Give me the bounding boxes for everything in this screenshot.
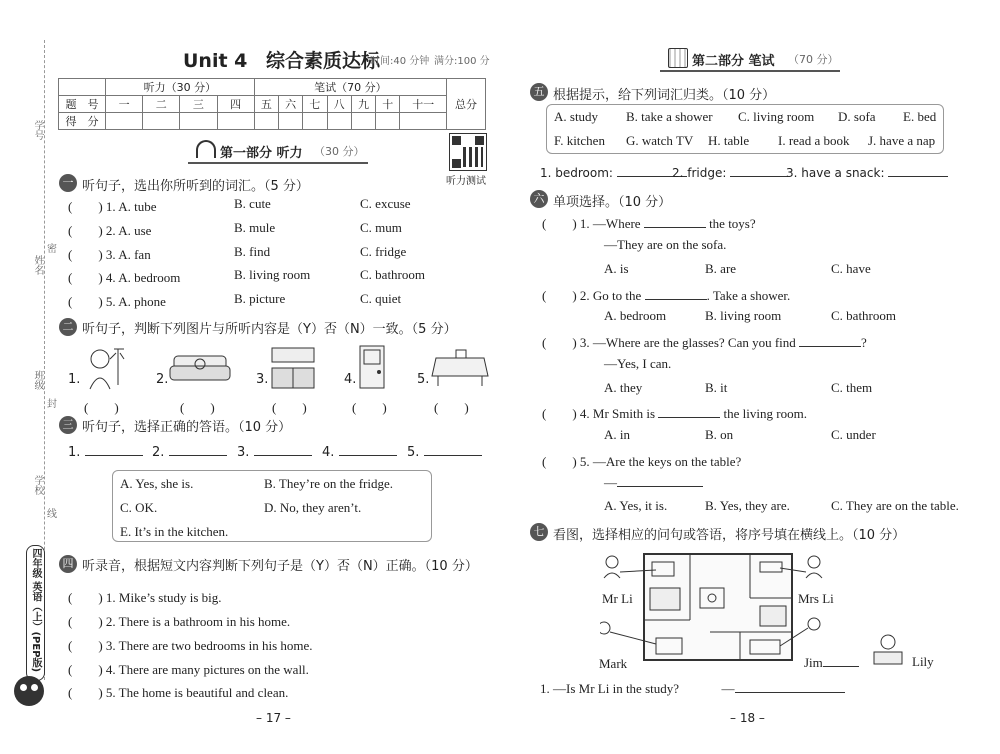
s4-row xyxy=(68,659,309,678)
s1-opt-b: B. picture xyxy=(234,291,286,306)
col-1: 一 xyxy=(106,96,143,113)
answer-bracket[interactable]: ( ) xyxy=(68,614,103,629)
score-cell[interactable] xyxy=(400,113,447,130)
part2-header: 第二部分 笔试 xyxy=(692,54,775,69)
s3-num: 2. xyxy=(152,445,165,460)
score-cell[interactable] xyxy=(278,113,302,130)
section1-badge: 一 xyxy=(59,174,77,192)
s1-row xyxy=(68,291,488,310)
name-jim xyxy=(804,655,859,671)
s3-num: 1. xyxy=(68,445,81,460)
s1-row xyxy=(68,220,488,239)
section1-title: 听句子，选出你所听到的词汇。（5 分） xyxy=(82,179,309,194)
part1-score: （30 分） xyxy=(314,145,365,158)
section3-title: 听句子，选择正确的答语。（10 分） xyxy=(82,420,292,435)
q-stem: 1. —Is Mr Li in the study? xyxy=(540,681,680,696)
s3-option-d: D. No, they aren’t. xyxy=(264,500,362,515)
category-label: 1. bedroom: xyxy=(540,166,613,180)
s5-word: C. living room xyxy=(738,109,815,124)
row-label-number: 题 号 xyxy=(59,96,106,113)
s5-word: H. table xyxy=(708,133,750,148)
s3-num: 4. xyxy=(322,445,335,460)
s4-row xyxy=(68,682,288,701)
s5-word: D. sofa xyxy=(838,109,876,124)
s5-word: F. kitchen xyxy=(554,133,605,148)
s6-q1-b: B. are xyxy=(705,261,737,276)
answer-line[interactable] xyxy=(730,176,788,177)
s3-blank-3 xyxy=(237,445,312,460)
answer-bracket[interactable]: ( ) xyxy=(68,247,103,262)
kitchen-picture xyxy=(268,346,318,390)
score-cell[interactable] xyxy=(106,113,143,130)
part1-banner xyxy=(188,140,368,164)
answer-line[interactable] xyxy=(735,692,845,693)
door-picture xyxy=(358,344,386,390)
s6-q3 xyxy=(542,332,867,351)
s4-statement: 4. There are many pictures on the wall. xyxy=(105,662,309,677)
score-cell[interactable] xyxy=(180,113,217,130)
s1-row xyxy=(68,267,488,286)
s4-statement: 5. The home is beautiful and clean. xyxy=(105,685,289,700)
pic-label-1: 1. xyxy=(68,372,81,387)
answer-line[interactable] xyxy=(644,227,706,228)
s1-opt-c: C. mum xyxy=(360,220,402,235)
s6-q4-a: A. in xyxy=(604,427,630,442)
pencil-icon xyxy=(668,48,688,68)
s6-q5-b: B. Yes, they are. xyxy=(705,498,790,513)
name-mr-li: Mr Li xyxy=(602,591,633,606)
score-cell[interactable] xyxy=(254,113,278,130)
s1-opt-b: B. find xyxy=(234,244,271,259)
s5-word: G. watch TV xyxy=(626,133,694,148)
s5-word: B. take a shower xyxy=(626,109,713,124)
q-tail: the toys? xyxy=(709,216,756,231)
s4-row xyxy=(68,635,313,654)
q-tail: ? xyxy=(861,335,867,350)
full-score: 满分:100 分 xyxy=(434,56,490,67)
s1-opt-a: A. use xyxy=(118,223,152,238)
answer-bracket[interactable]: ( ) xyxy=(68,270,103,285)
s1-num: 4. xyxy=(105,270,116,285)
pic-label-5: 5. xyxy=(417,372,430,387)
score-cell[interactable] xyxy=(351,113,375,130)
s5-category-2 xyxy=(672,166,788,180)
part2-banner xyxy=(660,46,840,72)
answer-bracket[interactable]: ( ) xyxy=(180,400,215,415)
s1-row xyxy=(68,244,488,263)
row-label-score: 得 分 xyxy=(59,113,106,130)
s3-option-c: C. OK. xyxy=(120,500,158,515)
s6-q3-a: A. they xyxy=(604,380,643,395)
s1-opt-c: C. bathroom xyxy=(360,267,425,282)
answer-line[interactable] xyxy=(169,455,227,456)
answer-line[interactable] xyxy=(823,666,859,667)
s1-opt-a: A. bedroom xyxy=(118,270,181,285)
answer-bracket[interactable]: ( ) xyxy=(68,590,103,605)
s6-q1-a: A. is xyxy=(604,261,629,276)
s1-opt-b: B. cute xyxy=(234,196,271,211)
book-label: 四年级 英语（上）(PEP版) xyxy=(26,545,45,681)
side-label-class: 班级 xyxy=(32,370,43,390)
section2-badge: 二 xyxy=(59,318,77,336)
answer-bracket[interactable]: ( ) xyxy=(434,400,469,415)
answer-bracket[interactable]: ( ) xyxy=(542,288,577,303)
s6-q2-b: B. living room xyxy=(705,308,782,323)
s5-category-1 xyxy=(540,166,687,180)
section4-badge: 四 xyxy=(59,555,77,573)
q-stem: 2. Go to the xyxy=(579,288,642,303)
col-10: 十 xyxy=(376,96,400,113)
s6-q5-reply xyxy=(604,475,703,491)
s3-option-a: A. Yes, she is. xyxy=(120,476,194,491)
s1-num: 2. xyxy=(105,223,116,238)
part1-header: 第一部分 听力 xyxy=(220,146,303,161)
score-cell[interactable] xyxy=(303,113,327,130)
answer-bracket[interactable]: ( ) xyxy=(68,638,103,653)
s1-opt-b: B. mule xyxy=(234,220,276,235)
headphone-icon xyxy=(196,140,216,158)
answer-line[interactable] xyxy=(339,455,397,456)
answer-bracket[interactable]: ( ) xyxy=(542,454,577,469)
qr-code-icon[interactable] xyxy=(449,133,487,171)
boy-shower-picture xyxy=(80,345,130,391)
s1-opt-b: B. living room xyxy=(234,267,311,282)
s1-opt-c: C. excuse xyxy=(360,196,411,211)
s3-blank-1 xyxy=(68,445,143,460)
s6-q2-a: A. bedroom xyxy=(604,308,667,323)
s1-opt-a: A. tube xyxy=(118,199,157,214)
q-stem: 5. —Are the keys on the table? xyxy=(579,454,742,469)
qr-caption: 听力测试 xyxy=(446,176,486,187)
pic-label-3: 3. xyxy=(256,372,269,387)
section7-badge: 七 xyxy=(530,523,548,541)
col-3: 三 xyxy=(180,96,217,113)
answer-line[interactable] xyxy=(85,455,143,456)
sofa-cat-picture xyxy=(168,350,232,386)
mascot-icon xyxy=(14,676,44,706)
name-lily: Lily xyxy=(912,654,934,669)
answer-line[interactable] xyxy=(617,486,703,487)
answer-bracket[interactable]: ( ) xyxy=(68,294,103,309)
answer-bracket[interactable]: ( ) xyxy=(542,335,577,350)
s6-q1 xyxy=(542,213,756,232)
s6-q4-c: C. under xyxy=(831,427,876,442)
answer-bracket[interactable]: ( ) xyxy=(352,400,387,415)
col-7: 七 xyxy=(303,96,327,113)
s4-statement: 2. There is a bathroom in his home. xyxy=(105,614,291,629)
section4-title: 听录音，根据短文内容判断下列句子是（Y）否（N）正确。（10 分） xyxy=(82,559,478,574)
score-cell[interactable] xyxy=(376,113,400,130)
answer-bracket[interactable]: ( ) xyxy=(84,400,119,415)
section3-badge: 三 xyxy=(59,416,77,434)
col-5: 五 xyxy=(254,96,278,113)
floor-plan-picture xyxy=(600,548,830,666)
s6-q2-c: C. bathroom xyxy=(831,308,896,323)
s4-statement: 1. Mike’s study is big. xyxy=(105,590,222,605)
s6-q4 xyxy=(542,403,807,422)
col-9: 九 xyxy=(351,96,375,113)
s1-opt-a: A. fan xyxy=(118,247,151,262)
s3-num: 3. xyxy=(237,445,250,460)
q-stem: 4. Mr Smith is xyxy=(579,406,656,421)
col-11: 十一 xyxy=(400,96,447,113)
s1-opt-c: C. quiet xyxy=(360,291,402,306)
q-stem: 3. —Where are the glasses? Can you find xyxy=(579,335,796,350)
s4-row xyxy=(68,587,222,606)
lily-picture xyxy=(870,632,906,668)
answer-line[interactable] xyxy=(645,299,707,300)
answer-bracket[interactable]: ( ) xyxy=(272,400,307,415)
answer-line[interactable] xyxy=(658,417,720,418)
answer-bracket[interactable]: ( ) xyxy=(542,216,577,231)
s1-num: 3. xyxy=(105,247,116,262)
seal-char-2: 封 xyxy=(47,399,57,410)
col-2: 二 xyxy=(143,96,180,113)
page-number-left: – 17 – xyxy=(256,711,291,725)
part2-score: （70 分） xyxy=(788,53,839,66)
s6-q3-b: B. it xyxy=(705,380,728,395)
s6-q5-c: C. They are on the table. xyxy=(831,498,959,513)
col-6: 六 xyxy=(278,96,302,113)
s4-statement: 3. There are two bedrooms in his home. xyxy=(105,638,313,653)
listening-header: 听力（30 分） xyxy=(106,79,255,96)
table-picture xyxy=(430,346,490,388)
s5-word: J. have a nap xyxy=(868,133,936,148)
s3-blank-4 xyxy=(322,445,397,460)
answer-line[interactable] xyxy=(254,455,312,456)
page-number-right: – 18 – xyxy=(730,711,765,725)
reply-dash: — xyxy=(721,681,735,696)
s3-blank-2 xyxy=(152,445,227,460)
s5-word: A. study xyxy=(554,109,599,124)
answer-line[interactable] xyxy=(424,455,482,456)
side-label-student-no: 学号 xyxy=(32,120,43,140)
score-cell[interactable] xyxy=(217,113,254,130)
col-8: 八 xyxy=(327,96,351,113)
s1-num: 1. xyxy=(105,199,116,214)
answer-line[interactable] xyxy=(799,346,861,347)
q-stem: 1. —Where xyxy=(579,216,641,231)
s6-q3-c: C. them xyxy=(831,380,873,395)
s5-word: E. bed xyxy=(903,109,937,124)
s1-opt-c: C. fridge xyxy=(360,244,407,259)
section7-title: 看图，选择相应的问句或答语，将序号填在横线上。（10 分） xyxy=(553,528,906,543)
unit-title xyxy=(183,46,380,73)
s7-q1 xyxy=(540,681,845,697)
name-mrs-li: Mrs Li xyxy=(798,591,834,606)
s5-word: I. read a book xyxy=(778,133,850,148)
total-header: 总分 xyxy=(447,79,486,130)
reply-dash: — xyxy=(604,475,617,490)
answer-bracket[interactable]: ( ) xyxy=(68,199,103,214)
q-tail: . Take a shower. xyxy=(706,288,791,303)
section6-badge: 六 xyxy=(530,190,548,208)
written-header: 笔试（70 分） xyxy=(254,79,446,96)
category-label: 2. fridge: xyxy=(672,166,727,180)
s3-option-b: B. They’re on the fridge. xyxy=(264,476,393,491)
section2-title: 听句子，判断下列图片与所听内容是（Y）否（N）一致。（5 分） xyxy=(82,322,457,337)
s1-opt-a: A. phone xyxy=(118,294,166,309)
s6-q1-reply: —They are on the sofa. xyxy=(604,237,727,252)
category-label: 3. have a snack: xyxy=(786,166,885,180)
s3-blank-5 xyxy=(407,445,482,460)
s6-q4-b: B. on xyxy=(705,427,734,442)
time-info: 时间:40 分钟 xyxy=(370,56,430,67)
score-cell[interactable] xyxy=(327,113,351,130)
s3-option-e: E. It’s in the kitchen. xyxy=(120,524,229,539)
score-table xyxy=(58,78,486,130)
unit-title-cn: 综合素质达标 xyxy=(266,50,381,72)
section5-badge: 五 xyxy=(530,83,548,101)
section6-title: 单项选择。（10 分） xyxy=(553,195,672,210)
answer-bracket[interactable]: ( ) xyxy=(68,223,103,238)
s6-q5 xyxy=(542,451,741,470)
seal-char-3: 线 xyxy=(47,509,57,520)
side-label-name: 姓名 xyxy=(32,255,43,275)
s1-num: 5. xyxy=(105,294,116,309)
s5-category-3 xyxy=(786,166,948,180)
section5-title: 根据提示，给下列词汇归类。（10 分） xyxy=(553,88,776,103)
q-tail: the living room. xyxy=(723,406,807,421)
s3-num: 5. xyxy=(407,445,420,460)
s6-q3-reply: —Yes, I can. xyxy=(604,356,672,371)
pic-label-4: 4. xyxy=(344,372,357,387)
answer-bracket[interactable]: ( ) xyxy=(68,685,103,700)
name-jim-text: Jim xyxy=(804,655,823,670)
s1-row xyxy=(68,196,488,215)
side-label-school: 学校 xyxy=(32,475,43,495)
col-4: 四 xyxy=(217,96,254,113)
s4-row xyxy=(68,611,290,630)
pic-label-2: 2. xyxy=(156,372,169,387)
answer-bracket[interactable]: ( ) xyxy=(68,662,103,677)
score-cell[interactable] xyxy=(143,113,180,130)
s6-q1-c: C. have xyxy=(831,261,871,276)
s6-q5-a: A. Yes, it is. xyxy=(604,498,668,513)
answer-bracket[interactable]: ( ) xyxy=(542,406,577,421)
score-table-corner xyxy=(59,79,106,96)
unit-label: Unit 4 xyxy=(183,50,248,72)
answer-line[interactable] xyxy=(888,176,948,177)
s6-q2 xyxy=(542,285,790,304)
seal-char-1: 密 xyxy=(47,244,57,255)
name-mark: Mark xyxy=(599,656,628,671)
